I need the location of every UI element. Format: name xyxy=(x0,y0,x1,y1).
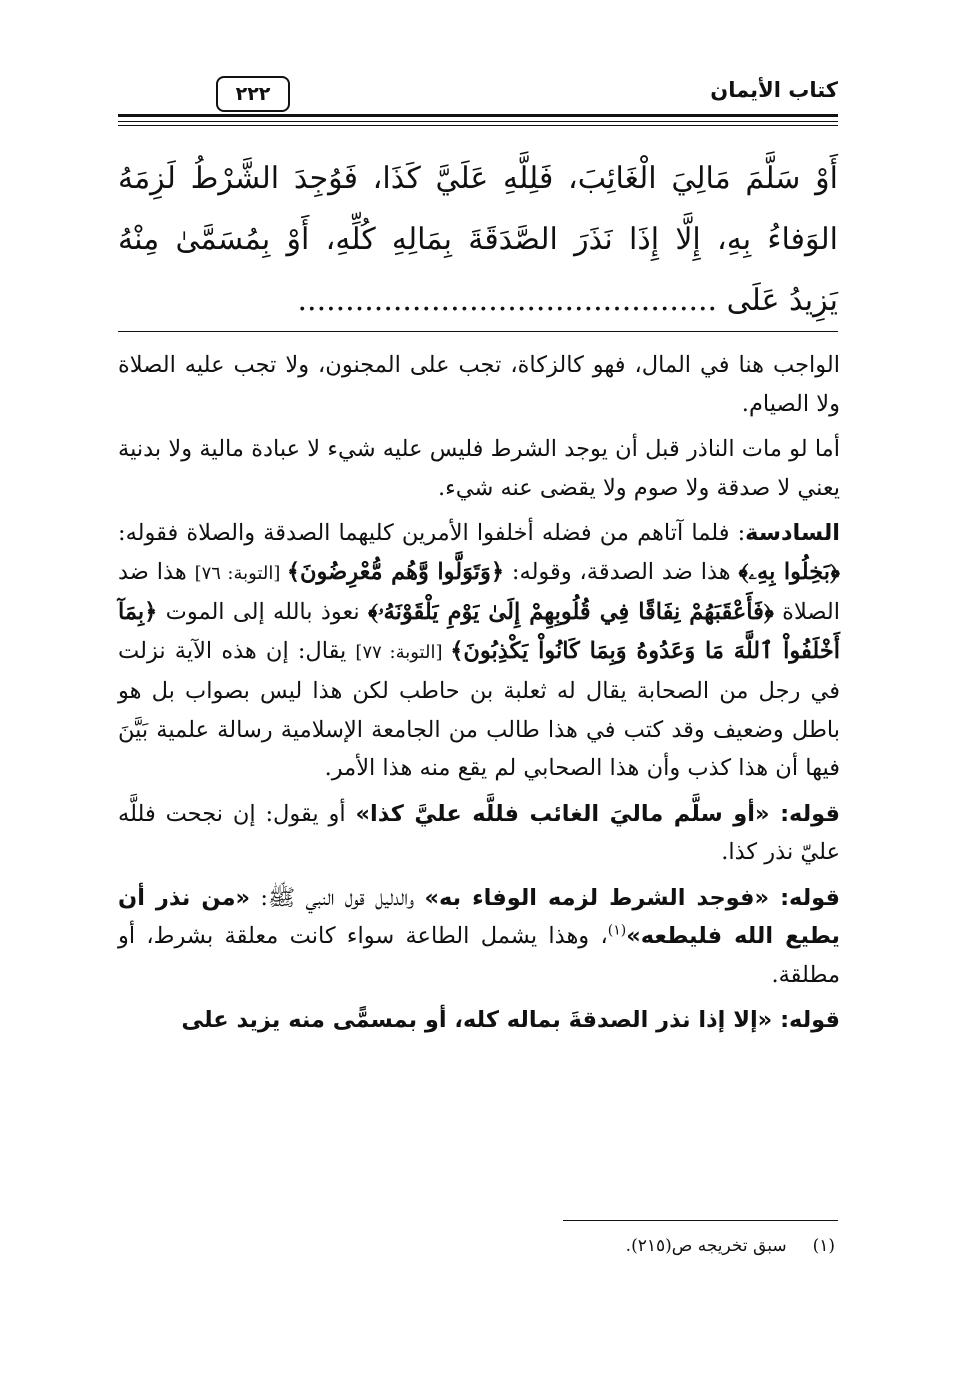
paragraph-label: السادسة xyxy=(745,520,840,546)
quran-verse: ﴿وَتَوَلَّوا وَّهُم مُّعْرِضُونَ﴾ xyxy=(286,558,505,585)
paragraph-1: الواجب هنا في المال، فهو كالزكاة، تجب على المجنون، ولا تجب عليه الصلاة ولا الصيام. xyxy=(118,352,840,417)
text-run: نعوذ بالله إلى الموت xyxy=(157,599,368,625)
quran-verse: ﴿فَأَعْقَبَهُمْ نِفَاقًا فِي قُلُوبِهِمْ إِلَىٰ يَوْمِ يَلْقَوْنَهُۥ﴾ xyxy=(367,599,774,625)
header-rule-thin xyxy=(118,121,838,122)
chapter-title: كتاب الأيمان xyxy=(710,78,838,102)
text-run: هذا ضد الصلاة xyxy=(118,558,840,625)
matn-line-2: الوَفاءُ بِهِ، إِلَّا إِذَا نَذَرَ الصَّدَقَةَ بِمَالِهِ كُلِّهِ، أَوْ بِمُسَمَّىٰ مِنْهُ xyxy=(118,222,838,257)
page-header xyxy=(118,70,838,132)
matn-line-3: يَزِيدُ عَلَى ............................................ xyxy=(297,283,838,318)
paragraph-2: أما لو مات الناذر قبل أن يوجد الشرط فليس عليه شيء لا عبادة مالية ولا بدنية يعني لا صدقة ولا صوم ولا يقضى عنه شيء. xyxy=(118,436,840,501)
text-run: هذا ضد الصدقة، وقوله: xyxy=(504,558,739,585)
text-run: يقال: إن هذه الآية نزلت في رجل من الصحابة يقال له ثعلبة بن حاطب لكن هذا ليس بصواب بل هو باطل وضعيف وقد كتب في هذا طالب من الجامعة الإسلامية رسالة علمية بَيَّنَ فيها أن هذا كذب وأن هذا الصحابي لم يقع منه هذا الأمر. xyxy=(118,637,840,781)
matn-quote: «فوجد الشرط لزمه الوفاء به» xyxy=(424,884,781,911)
header-rule-thin-2 xyxy=(118,125,838,126)
matn-divider xyxy=(118,331,838,332)
matn-quote: «أو سلَّم ماليَ الغائب فللَّه عليَّ كذا» xyxy=(355,800,781,827)
paragraph-5 xyxy=(118,879,840,995)
text-run: والدليل قول النبي ﷺ: xyxy=(250,884,425,911)
footnote xyxy=(626,1236,835,1256)
footnote-number: (١) xyxy=(812,1236,835,1256)
footnote-reference[interactable]: (١) xyxy=(607,922,627,939)
matn-quote: «إلا إذا نذر الصدقةَ بماله كله، أو بمسمًّى منه يزيد على xyxy=(181,1007,781,1033)
hadith-quote: «من نذر أن يطيع الله فليطعه» xyxy=(118,884,840,949)
quran-verse: ﴿بَخِلُوا بِهِۦ﴾ xyxy=(738,558,841,585)
quran-verse: ﴿بِمَآ أَخْلَفُواْ ٱللَّهَ مَا وَعَدُوهُ وَبِمَا كَانُواْ يَكْذِبُونَ﴾ xyxy=(118,599,840,664)
paragraph-3 xyxy=(118,514,840,788)
header-rule-thick xyxy=(118,114,838,117)
matn-text xyxy=(118,148,838,331)
paragraph-4 xyxy=(118,795,840,872)
paragraph-6 xyxy=(118,1001,840,1040)
text-run: أو يقول: إن نجحت فللَّه عليّ نذر كذا. xyxy=(118,800,840,865)
text-run: : فلما آتاهم من فضله أخلفوا الأمرين كليهما الصدقة والصلاة فقوله: xyxy=(118,520,746,546)
page-number: ٢٢٢ xyxy=(216,76,290,112)
footnote-text: سبق تخريجه ص(٢١٥). xyxy=(625,1236,787,1256)
matn-line-1: أَوْ سَلَّمَ مَالِيَ الْغَائِبَ، فَلِلَّهِ عَلَيَّ كَذَا، فَوُجِدَ الشَّرْطُ لَزِمَهُ xyxy=(118,161,838,196)
text-run: ، وهذا يشمل الطاعة سواء كانت معلقة بشرط، أو مطلقة. xyxy=(118,923,840,988)
verse-reference: [التوبة: ٧٦] xyxy=(194,562,287,584)
verse-reference: [التوبة: ٧٧] xyxy=(355,641,451,663)
qawluhu-label: قوله: xyxy=(780,800,840,827)
qawluhu-label: قوله: xyxy=(780,1007,840,1033)
commentary xyxy=(118,346,840,1047)
qawluhu-label: قوله: xyxy=(780,884,840,911)
footnote-divider xyxy=(563,1220,838,1221)
